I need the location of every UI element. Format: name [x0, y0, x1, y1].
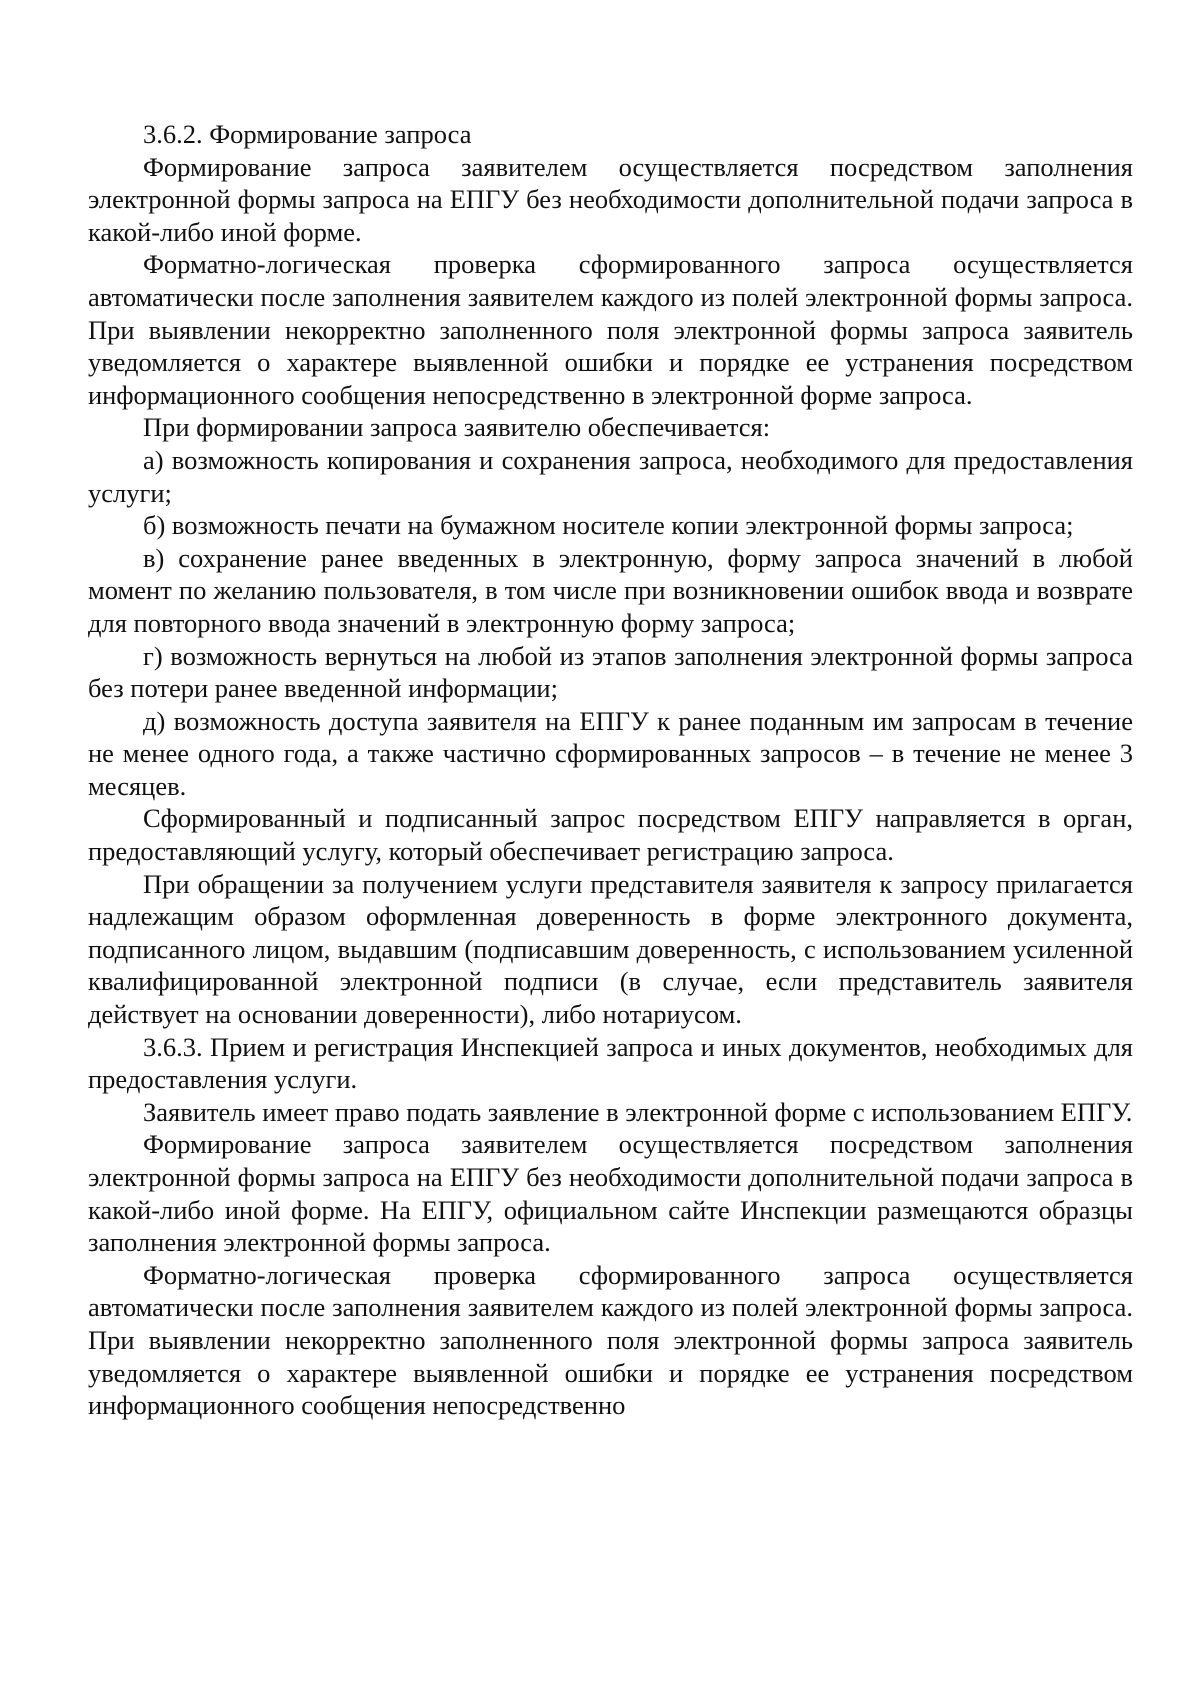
section-heading-3-6-2: 3.6.2. Формирование запроса: [143, 119, 472, 149]
body-paragraph: Заявитель имеет право подать заявление в электронной форме с использованием ЕПГУ.: [143, 1096, 1133, 1127]
body-paragraph: Формирование запроса заявителем осуществляется посредством заполнения электронной формы запроса на ЕПГУ без необходимости дополнительной подачи запроса в какой-либо иной форме.: [88, 151, 1133, 247]
document-page: [88, 118, 1133, 1422]
list-item-d: д) возможность доступа заявителя на ЕПГУ к ранее поданным им запросам в течение не менее одного года, а также частично сформированных запросов – в течение не менее 3 месяцев.: [88, 705, 1133, 801]
list-item-g: г) возможность вернуться на любой из этапов заполнения электронной формы запроса без потери ранее введенной информации;: [88, 640, 1133, 704]
list-item-a: а) возможность копирования и сохранения запроса, необходимого для предоставления услуги;: [88, 444, 1133, 508]
body-paragraph: При обращении за получением услуги представителя заявителя к запросу прилагается надлежащим образом оформленная доверенность в форме электронного документа, подписанного лицом, выдавшим (подписавшим доверенность, с использованием усиленной квалифицированной электронной подписи (в случае, если представитель заявителя действует на основании доверенности), либо нотариусом.: [88, 868, 1133, 1030]
list-item-v: в) сохранение ранее введенных в электронную, форму запроса значений в любой момент по желанию пользователя, в том числе при возникновении ошибок ввода и возврате для повторного ввода значений в электронную форму запроса;: [88, 542, 1133, 638]
body-paragraph: Формирование запроса заявителем осуществляется посредством заполнения электронной формы запроса на ЕПГУ без необходимости дополнительной подачи запроса в какой-либо иной форме. На ЕПГУ, официальном сайте Инспекции размещаются образцы заполнения электронной формы запроса.: [88, 1129, 1133, 1258]
body-paragraph: При формировании запроса заявителю обеспечивается:: [143, 412, 771, 443]
list-item-b: б) возможность печати на бумажном носителе копии электронной формы запроса;: [143, 510, 1074, 541]
section-heading-3-6-3: 3.6.3. Прием и регистрация Инспекцией запроса и иных документов, необходимых для предоставления услуги.: [88, 1031, 1133, 1095]
body-paragraph: Форматно-логическая проверка сформированного запроса осуществляется автоматически после заполнения заявителем каждого из полей электронной формы запроса. При выявлении некорректно заполненного поля электронной формы запроса заявитель уведомляется о характере выявленной ошибки и порядке ее устранения посредством информационного сообщения непосредственно: [88, 1259, 1133, 1421]
body-paragraph: Сформированный и подписанный запрос посредством ЕПГУ направляется в орган, предоставляющий услугу, который обеспечивает регистрацию запроса.: [88, 803, 1133, 867]
body-paragraph: Форматно-логическая проверка сформированного запроса осуществляется автоматически после заполнения заявителем каждого из полей электронной формы запроса. При выявлении некорректно заполненного поля электронной формы запроса заявитель уведомляется о характере выявленной ошибки и порядке ее устранения посредством информационного сообщения непосредственно в электронной форме запроса.: [88, 249, 1133, 410]
